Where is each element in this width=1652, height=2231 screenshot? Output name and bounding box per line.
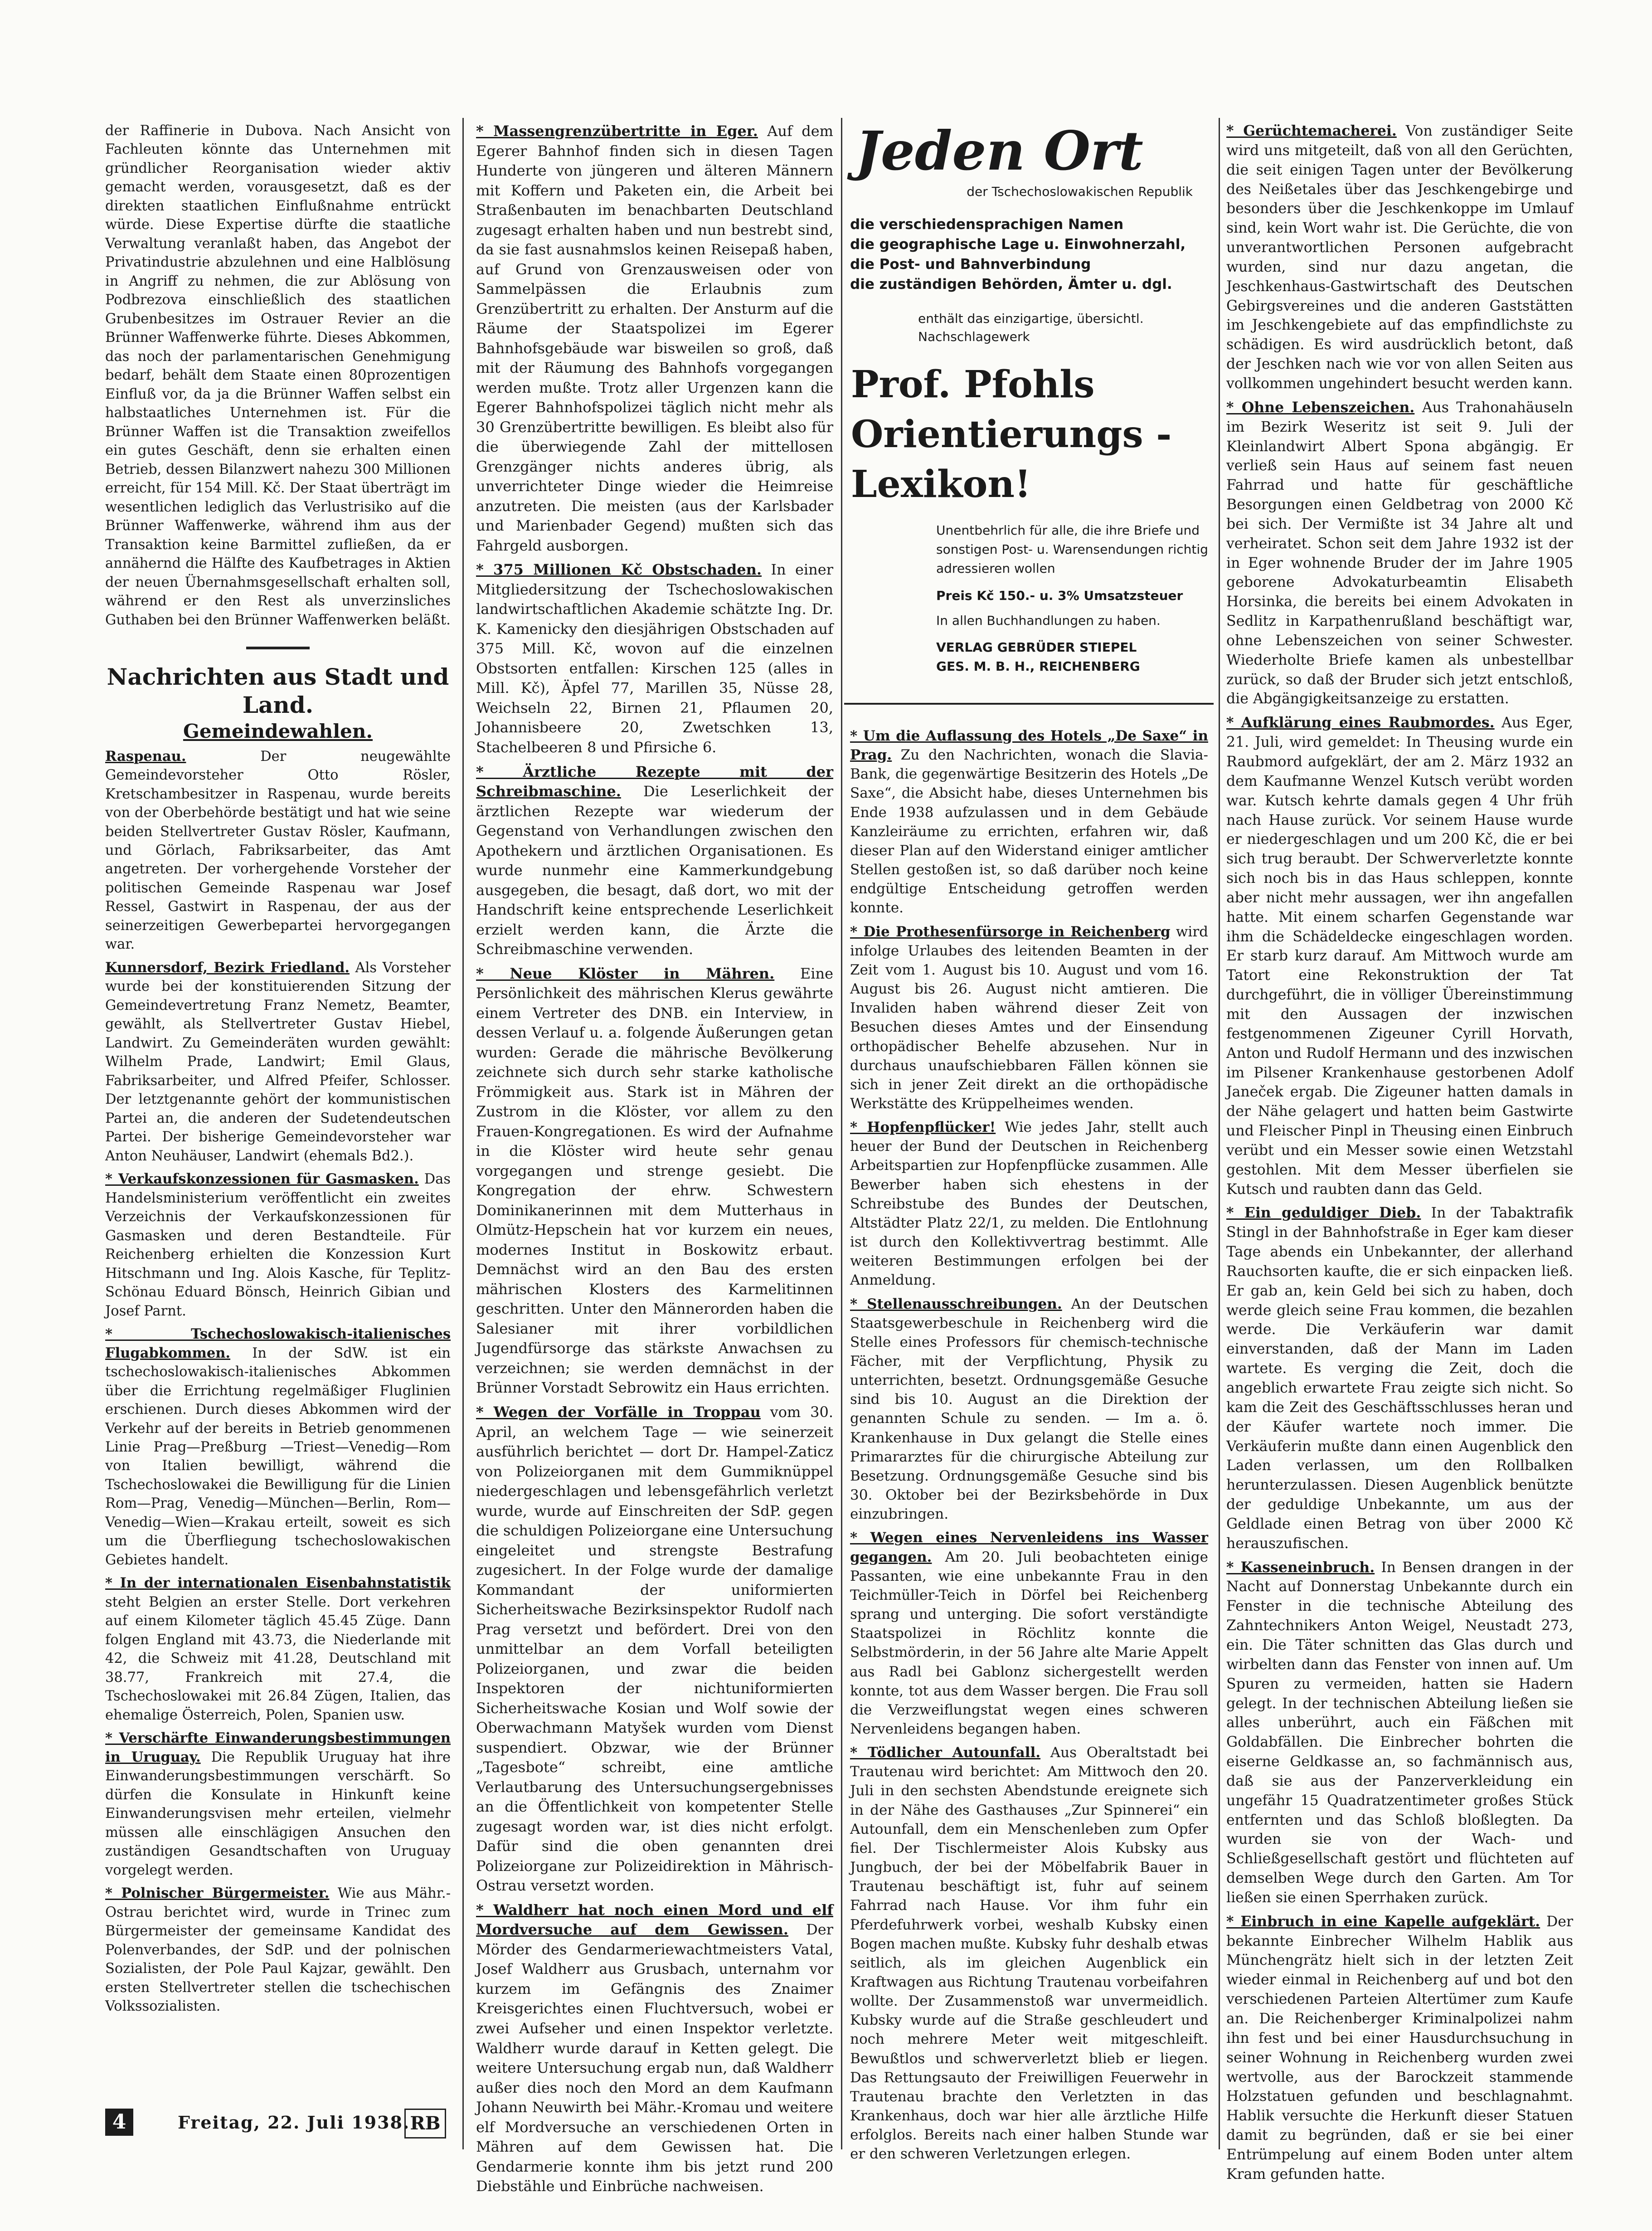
ad-feature-item: die Post- und Bahnverbindung — [850, 256, 1091, 273]
article-headline: * Ohne Lebenszeichen. — [1226, 399, 1415, 416]
article-body: wird infolge Urlaubes des leitenden Beamten in der Zeit vom 1. August bis 10. August und vom 16. August bis 26. August nicht amtieren. Die Invaliden haben während dieser Zeit von Besuchen dieses Amtes und der Einsendung orthopädischer Behelfe abzusehen. Nur in durchaus unaufschiebbaren Fällen können sie sich in jener Zeit direkt an die orthopädische Werkstätte des Krüppelheimes wenden. — [850, 923, 1209, 1112]
article-body: In der SdW. ist ein tschechoslowakisch-italienisches Abkommen über die Errichtung regelmäßiger Fluglinien erschienen. Durch dieses Abkommen wird der Verkehr auf der bereits in Betrieb genommenen Linie Prag—Preßburg —Triest—Venedig—Rom von Italien bewilligt, während die Tschechoslowakei die Bewilligung für die Linien Rom—Prag, Venedig—München—Berlin, Rom—Venedig—Wien—Krakau erteilt, soweit es sich um die Überfliegung tschechoslowakischen Gebietes handelt. — [105, 1345, 451, 1568]
news-article — [850, 1743, 1208, 2163]
issue-date: Freitag, 22. Juli 1938. — [178, 2112, 410, 2133]
column-4 — [1226, 122, 1573, 2189]
news-article — [1226, 122, 1573, 394]
article-headline: * Ein geduldiger Dieb. — [1226, 1204, 1421, 1222]
article-body: Zu den Nachrichten, wonach die Slavia-Bank, die gegenwärtige Besitzerin des Hotels „De Saxe“, die Absicht habe, dieses Unternehmen bis Ende 1938 aufzulassen und in dem Gebäude Kanzleiräume zu errichten, erfahren wir, daß dieser Plan auf den Widerstand einiger amtlicher Stellen gestoßen ist, so daß darüber noch keine endgültige Entscheidung getroffen werden konnte. — [850, 747, 1208, 916]
news-article — [105, 1729, 451, 1880]
publisher-mark: RB — [404, 2109, 446, 2138]
ad-bottom-rule — [844, 703, 1214, 709]
article-body: In einer Mitgliedersitzung der Tschechoslowakischen landwirtschaftlichen Akademie schätzte Ing. Dr. K. Kamenicky den diesjährigen Obstschaden auf 375 Mill. Kč, wovon auf die einzelnen Obstsorten entfallen: Kirschen 125 (alles in Mill. Kč), Äpfel 77, Marillen 35, Nüsse 28, Weichseln 22, Birnen 21, Pflaumen 20, Johannisbeere 20, Zwetschken 13, Stachelbeeren 8 und Pfirsiche 6. — [476, 561, 833, 756]
article-body: Die Republik Uruguay hat ihre Einwanderungsbestimmungen verschärft. So dürfen die Konsulate in Hinkunft keine Einwanderungsvisen mehr erteilen, vielmehr müssen alle einschlägigen Ansuchen den zuständigen Gesandtschaften von Uruguay vorgelegt werden. — [105, 1749, 451, 1878]
article-headline: * Tödlicher Autounfall. — [850, 1744, 1041, 1761]
article-body: vom 30. April, an welchem Tage — wie seinerzeit ausführlich berichtet — dort Dr. Hampel-Zaticz von Polizeiorganen mit dem Gummiknüppel niedergeschlagen und lebensgefährlich verletzt wurde, wurde auf Einschreiten der SdP. gegen die schuldigen Polizeiorgane eine Untersuchung eingeleitet und strengste Bestrafung zugesichert. In der Folge wurde der damalige Kommandant der uniformierten Sicherheitswache Bezirksinspektor Rudolf nach Prag versetzt und befördert. Drei von den unmittelbar an dem Vorfall beteiligten Polizeiorganen, und zwar die beiden Inspektoren der nichtuniformierten Sicherheitswache Kosian und Wolf sowie der Oberwachmann Matyšek wurden vom Dienst suspendiert. Obzwar, wie der Brünner „Tagesbote“ schreibt, eine amtliche Verlautbarung des Untersuchungsergebnisses an die Öffentlichkeit von kompetenter Stelle zugesagt worden war, ist dies nicht erfolgt. Dafür sind die oben genannten drei Polizeiorgane zur Polizeidirektion in Mährisch-Ostrau versetzt worden. — [476, 1403, 834, 1895]
article-body: Der neugewählte Gemeindevorsteher Otto Rösler, Kretschambesitzer in Raspenau, wurde bereits von der Oberbehörde bestätigt und hat wie seine beiden Stellvertreter Gustav Rösler, Kaufmann, und Görlach, Fabriksarbeiter, das Amt angetreten. Der vorhergehende Vorsteher der politischen Gemeinde Raspenau war Josef Ressel, Gastwirt in Raspenau, der aus der seinerzeitigen Gewerbepartei hervorgegangen war. — [105, 748, 451, 953]
article-body: Aus Oberaltstadt bei Trautenau wird berichtet: Am Mittwoch den 20. Juli in den sechsten Abendstunde ereignete sich in der Nähe des Gasthauses „Zur Spinnerei“ ein Autounfall, dem ein Menschenleben zum Opfer fiel. Der Tischlermeister Alois Kubsky aus Jungbuch, der bei der Möbelfabrik Bauer in Trautenau beschäftigt ist, fuhr auf seinem Fahrrad nach Hause. Vor ihm fuhr ein Pferdefuhrwerk vorbei, weshalb Kubsky einen Bogen machen mußte. Kubsky fuhr deshalb etwas seitlich, als im gleichen Augenblick ein Kraftwagen aus Richtung Trautenau vorbeifahren wollte. Der Zusammenstoß war unvermeidlich. Kubsky wurde auf die Straße geschleudert und noch mehrere Meter weit mitgeschleift. Bewußtlos und schwerverletzt blieb er liegen. Das Rettungsauto der Freiwilligen Feuerwehr in Trautenau brachte den Verletzten in das Krankenhaus, doch war hier alle ärztliche Hilfe erfolglos. Bereits nach einer halben Stunde war er den schweren Verletzungen erlegen. — [850, 1744, 1209, 2163]
news-article — [105, 1884, 451, 2016]
news-article — [1226, 398, 1573, 709]
column-rule-2 — [841, 118, 842, 2149]
article-headline: * Ärztliche Rezepte mit der Schreibmaschine. — [476, 763, 833, 800]
news-article — [105, 1170, 451, 1320]
article-headline: * Einbruch in eine Kapelle aufgeklärt. — [1226, 1913, 1540, 1930]
news-article — [105, 959, 451, 1165]
article-headline: * Aufklärung eines Raubmordes. — [1226, 714, 1495, 731]
ad-note: enthält das einzigartige, übersichtl. Nachschlagewerk — [918, 311, 1144, 344]
article-headline: * Verkaufskonzessionen für Gasmasken. — [105, 1171, 419, 1188]
news-article — [476, 964, 833, 1398]
article-headline: * In der internationalen Eisenbahnstatistik — [105, 1575, 451, 1592]
ad-publisher — [936, 638, 1208, 676]
ad-feature-item: die geographische Lage u. Einwohnerzahl, — [850, 236, 1186, 253]
article-headline: * Tschechoslowakisch-italienisches Flugabkommen. — [105, 1326, 451, 1361]
article-headline: * Massengrenzübertritte in Eger. — [476, 122, 758, 140]
article-body: Als Vorsteher wurde bei der konstituierenden Sitzung der Gemeindevertretung Franz Nemetz, Beamter, gewählt, als Stellvertreter Gustav Hiebel, Landwirt. Zu Gemeinderäten wurden gewählt: Wilhelm Prade, Landwirt; Emil Glaus, Fabriksarbeiter, und Alfred Pfeifer, Schlosser. Der letztgenannte gehört der kommunistischen Partei an, die anderen der Sudetendeutschen Partei. Der bisherige Gemeindevorsteher war Anton Neuhäuser, Landwirt (ehemals Bd2.). — [105, 960, 451, 1164]
column-rule-3 — [1219, 118, 1220, 2149]
ad-title-line-1: Prof. Pfohls — [851, 363, 1095, 406]
article-body: In der Tabaktrafik Stingl in der Bahnhofstraße in Eger kam dieser Tage abends ein Unbekannter, der allerhand Rauchsorten kaufte, die er sich einpacken ließ. Er gab an, kein Geld bei sich zu haben, doch werde gleich seine Frau kommen, die bezahlen werde. Die Verkäuferin war damit einverstanden, daß der Mann im Laden wartete. Es verging die Zeit, doch die angeblich erwartete Frau zeigte sich nicht. So kam die Zeit des Geschäftsschlusses heran und der Käufer wartete noch immer. Die Verkäuferin mußte dann einen Augenblick den Laden verlassen, um den Rollbalken herunterzulassen. Diesen Augenblick benützte der geduldige Unbekannte, um aus der Geldlade einen Betrag von über 2000 Kč herauszufischen. — [1226, 1205, 1574, 1552]
column-3 — [850, 726, 1208, 2168]
ad-price: Preis Kč 150.- u. 3% Umsatzsteuer — [936, 588, 1183, 603]
article-body: Das Handelsministerium veröffentlicht ein zweites Verzeichnis der Verkaufskonzessionen für Gasmasken und deren Bestandteile. Für Reichenberg erhielten die Konzession Kurt Hitschmann und Ing. Alois Kasche, für Teplitz-Schönau Eduard Bönsch, Heinrich Gibian und Josef Parnt. — [105, 1171, 451, 1319]
article-headline: Raspenau. — [105, 748, 186, 765]
article-body: Eine Persönlichkeit des mährischen Klerus gewährte einem Vertreter des DNB. ein Interview, in dessen Verlauf u. a. folgende Äußerungen getan wurden: Gerade die mährische Bevölkerung zeichnete sich durch sehr starke katholische Frömmigkeit aus. Stark ist in Mähren der Zustrom in die Klöster, vor allem zu den Frauen-Kongregationen. Es wird der Aufnahme in die Klöster wird heute sehr genau vorgegangen und strenge gesiebt. Die Kongregation der ehrw. Schwestern Dominikanerinnen mit dem Mutterhaus in Olmütz-Hepschein hat vor kurzem ein neues, modernes Institut in Boskowitz erbaut. Demnächst wird an den Bau des ersten mährischen Klosters des Karmelitinnen geschritten. Unter den Männerorden haben die Salesianer mit ihrer vorbildlichen Jugendfürsorge das stärkste Anwachsen zu verzeichnen; sie werden demnächst in der Brünner Vorstadt Sebrowitz ein Haus errichten. — [476, 964, 834, 1397]
sub-heading: Gemeindewahlen. — [183, 720, 373, 743]
article-headline: * Wegen eines Nervenleidens ins Wasser gegangen. — [850, 1530, 1208, 1565]
ad-availability: In allen Buchhandlungen zu haben. — [936, 613, 1161, 628]
article-body: Wie aus Mähr.-Ostrau berichtet wird, wurde in Trinec zum Bürgermeister der gemeinsame Kandidat des Polenverbandes, der SdP. und der polnischen Sozialisten, der Pole Paul Kajzar, gewählt. Den ersten Stellvertreter stellen die tschechischen Volkssozialisten. — [105, 1885, 451, 2015]
news-article — [850, 1528, 1208, 1739]
article-headline: * Um die Auflassung des Hotels „De Saxe“ in Prag. — [850, 728, 1208, 764]
news-article — [850, 726, 1208, 918]
article-headline: * Waldherr hat noch einen Mord und elf Mordversuche auf dem Gewissen. — [476, 1901, 833, 1939]
article-headline: * Verschärfte Einwanderungsbestimmungen in Uruguay. — [105, 1730, 451, 1765]
ad-body: Unentbehrlich für alle, die ihre Briefe und sonstigen Post- u. Warensendungen richtig adressieren wollen — [936, 523, 1208, 576]
ad-publisher-line-1: VERLAG GEBRÜDER STIEPEL — [936, 640, 1137, 655]
news-article — [476, 762, 833, 960]
page-footer — [105, 2109, 450, 2136]
article-body: Auf dem Egerer Bahnhof finden sich in diesen Tagen Hunderte von jüngeren und älteren Männern mit Koffern und Paketen ein, die Arbeit bei Straßenbauten im benachbarten Deutschland zugesagt erhalten haben und nun bestrebt sind, da sie fast ausnahmslos keinen Reisepaß haben, auf Grund von Grenzausweisen oder von Sammelpässen die Erlaubnis zum Grenzübertritt zu erhalten. Der Ansturm auf die Räume der Staatspolizei im Egerer Bahnhofsgebäude war bisweilen so groß, daß mit der Räumung des Bahnhofs vorgegangen werden mußte. Trotz aller Urgenzen kann die Egerer Bahnhofspolizei täglich nicht mehr als 30 Grenzübertritte bewilligen. Es bleibt also für die überwiegende Zahl der mittellosen Grenzgänger nichts anderes übrig, als unverrichteter Dinge wieder die Heimreise anzutreten. Die meisten (aus der Karlsbader und Marienbader Gegend) mußten sich das Fahrgeld ausborgen. — [476, 122, 834, 554]
news-article — [476, 560, 833, 757]
article-body: In Bensen drangen in der Nacht auf Donnerstag Unbekannte durch ein Fenster in die technische Abteilung des Zahntechnikers Anton Weigel, Neustadt 273, ein. Die Täter schnitten das Glas durch und wirbelten dann das Fenster von innen auf. Um Spuren zu vermeiden, hatten sie Hadern gelegt. In der technischen Abteilung ließen sie alles unberührt, auch ein Fäßchen mit Goldabfällen. Die Einbrecher bohrten die eiserne Geldkasse an, so fachmännisch aus, daß sie aus der Panzerverkleidung ein ungefähr 15 Quadratzentimeter großes Stück entfernten und das Schloß bloßlegten. Da wurden sie von der Wach- und Schließgesellschaft gestört und flüchteten auf demselben Wege durch den Garten. Am Tor ließen sie einen Sperrhaken zurück. — [1226, 1559, 1573, 1906]
article-body: Aus Trahonahäuseln im Bezirk Weseritz ist seit 9. Juli der Kleinlandwirt Albert Spona abgängig. Er verließ sein Haus auf seinem fast neuen Fahrrad und hatte für geschäftliche Besorgungen einen Geldbetrag von 2000 Kč bei sich. Der Vermißte ist 34 Jahre alt und verheiratet. Schon seit dem Jahre 1932 ist der in Eger wohnende Bruder der im Jahre 1905 geborene Advokaturbeamtin Elisabeth Horsinka, die bereits bei einem Advokaten in Sedlitz in Karpathenrußland beschäftigt war, ohne Lebenszeichen von seiner Schwester. Wiederholte Briefe kamen als unbestellbar zurück, so daß der Bruder sich jetzt entschloß, die Abgängigkeitsanzeige zu erstatten. — [1226, 399, 1573, 707]
article-headline: Kunnersdorf, Bezirk Friedland. — [105, 959, 350, 976]
column-2 — [476, 122, 833, 2201]
ad-title-line-2: Orientierungs - Lexikon! — [851, 413, 1172, 506]
news-article — [105, 747, 451, 954]
article-body: Wie jedes Jahr, stellt auch heuer der Bund der Deutschen in Reichenberg Arbeitspartien zur Hopfenpflücke zusammen. Alle Bewerber haben sich ehestens in der Schreibstube des Bundes der Deutschen, Altstädter Platz 22/1, zu melden. Die Entlohnung ist durch den Kollektivvertrag bestimmt. Alle weiteren Bestimmungen erfolgen bei der Anmeldung. — [850, 1119, 1209, 1289]
ad-subtitle: der Tschechoslowakischen Republik — [967, 184, 1193, 199]
article-headline: * 375 Millionen Kč Obstschaden. — [476, 561, 762, 579]
news-article — [1226, 1558, 1573, 1908]
article-headline: * Wegen der Vorfälle in Troppau — [476, 1403, 761, 1421]
advertisement — [850, 119, 1208, 711]
news-article — [850, 922, 1208, 1114]
ad-feature-item: die zuständigen Behörden, Ämter u. dgl. — [850, 276, 1172, 292]
article-headline: * Kasseneinbruch. — [1226, 1559, 1375, 1576]
article-body: Am 20. Juli beobachteten einige Passanten, wie eine unbekannte Frau in den Teichmüller-Teich in Dörfel bei Reichenberg sprang und unterging. Die sofort verständigte Staatspolizei in Röchlitz konnte die Selbstmörderin, in der 56 Jahre alte Marie Appelt aus Radl bei Gablonz sichergestellt werden konnte, tot aus dem Wasser bergen. Die Frau soll die Verzweiflungstat wegen eines schweren Nervenleidens begangen haben. — [850, 1549, 1208, 1737]
ad-publisher-line-2: GES. M. B. H., REICHENBERG — [936, 659, 1140, 674]
article-headline: * Gerüchtemacherei. — [1226, 122, 1397, 139]
news-article — [105, 1325, 451, 1569]
news-article — [105, 122, 451, 629]
ad-feature-list — [850, 214, 1208, 294]
article-headline: * Stellenausschreibungen. — [850, 1296, 1062, 1312]
section-separator — [246, 647, 310, 649]
column-rule-1 — [462, 118, 464, 2149]
article-headline: * Die Prothesenfürsorge in Reichenberg — [850, 923, 1171, 940]
news-article — [476, 1403, 833, 1896]
column-1 — [105, 122, 451, 2021]
article-body: Der Mörder des Gendarmeriewachtmeisters Vatal, Josef Waldherr aus Grusbach, unternahm vor kurzem im Gefängnis des Znaimer Kreisgerichtes einen Fluchtversuch, wobei er zwei Aufseher und einen Inspektor verletzte. Waldherr wurde darauf in Ketten gelegt. Die weitere Untersuchung ergab nun, daß Waldherr außer dies noch den Mord an dem Kaufmann Johann Neuwirth bei Mähr.-Kromau und weitere elf Mordversuche an verschiedenen Orten in Mähren auf dem Gewissen hat. Die Gendarmerie konnte ihm bis jetzt rund 200 Diebstähle und Einbrüche nachweisen. — [476, 1921, 834, 2195]
ad-logo: Jeden Ort — [855, 119, 1143, 182]
news-article — [1226, 1912, 1573, 2184]
news-article — [850, 1118, 1208, 1290]
article-body: An der Deutschen Staatsgewerbeschule in Reichenberg wird die Stelle eines Professors für chemisch-technische Fächer, mit der Verpflichtung, Physik zu unterrichten, besetzt. Ordnungsgemäße Gesuche sind bis 10. August an die Direktion der genannten Schule zu senden. — Im a. ö. Krankenhause in Dux gelangt die Stelle eines Primararztes für die chirurgische Abteilung zur Besetzung. Ordnungsgemäße Gesuche sind bis 30. Oktober bei der Bezirksbehörde in Dux einzubringen. — [850, 1296, 1208, 1523]
article-headline: * Neue Klöster in Mähren. — [476, 964, 775, 982]
news-article — [1226, 1203, 1573, 1553]
article-headline: * Polnischer Bürgermeister. — [105, 1885, 330, 1902]
article-body: der Raffinerie in Dubova. Nach Ansicht von Fachleuten könnte das Unternehmen mit gründlicher Reorganisation wieder aktiv gemacht werden, vorausgesetzt, daß es der direkten staatlichen Einflußnahme entrückt würde. Diese Expertise dürfte die staatliche Verwaltung veranlaßt haben, das Angebot der Privatindustrie abzulehnen und eine Halblösung in Angriff zu nehmen, die zur Ablösung von Podbrezova einschließlich des staatlichen Grubenbesitzes im Ostrauer Revier an die Brünner Waffenwerke führte. Dieses Abkommen, das noch der parlamentarischen Genehmigung bedarf, behält dem Staate einen 80prozentigen Einfluß vor, da ja die Brünner Waffen selbst ein halbstaatliches Unternehmen ist. Für die Brünner Waffen ist die Transaktion zweifellos ein gutes Geschäft, denn sie erhalten einen Betrieb, dessen Bilanzwert nahezu 300 Millionen erreicht, für 154 Mill. Kč. Der Staat überträgt im wesentlichen lediglich das Verlustrisiko auf die Brünner Waffenwerke, während ihm aus der Transaktion keine Barmittel zufließen, da er annähernd die Hälfte des Kaufbetrages in Aktien der neuen Übernahmsgesellschaft erhalten soll, während er den Rest als unverzinsliches Guthaben bei den Brünner Waffenwerken beläßt. — [105, 123, 451, 628]
article-body: Der bekannte Einbrecher Wilhelm Hablik aus Münchengrätz hielt sich in der letzten Zeit wieder einmal in Reichenberg auf und bot den verschiedenen Parteien Altertümer zum Kaufe an. Die Reichenberger Kriminalpolizei nahm ihn fest und bei einer Hausdurchsuchung in seiner Wohnung in Reichenberg wurden zwei wertvolle, aus der Barockzeit stammende Holzstatuen gefunden und beschlagnahmt. Hablik versuchte die Herkunft dieser Statuen damit zu begründen, daß er sie bei einer Entrümpelung auf einem Boden unter altem Kram gefunden hatte. — [1226, 1913, 1573, 2182]
article-body: Die Leserlichkeit der ärztlichen Rezepte war wiederum der Gegenstand von Verhandlungen zwischen den Apothekern und ärztlichen Organisationen. Es wurde nunmehr eine Kammerkundgebung ausgegeben, die besagt, daß dort, wo mit der Handschrift keine entsprechende Leserlichkeit erzielt werden kann, die Ärzte die Schreibmaschine verwenden. — [476, 783, 833, 958]
news-article — [850, 1295, 1208, 1524]
news-article — [1226, 713, 1573, 1199]
article-body: steht Belgien an erster Stelle. Dort verkehren auf einem Kilometer täglich 45.45 Züge. Dann folgen England mit 43.73, die Niederlande mit 42, die Schweiz mit 41.28, Deutschland mit 38.77, Frankreich mit 27.4, die Tschechoslowakei mit 26.84 Zügen, Italien, das ehemalige Österreich, Polen, Spanien usw. — [105, 1594, 451, 1723]
section-heading: Nachrichten aus Stadt und Land. — [107, 663, 449, 719]
article-headline: * Hopfenpflücker! — [850, 1119, 996, 1136]
article-body: Aus Eger, 21. Juli, wird gemeldet: In Theusing wurde ein Raubmord aufgeklärt, der am 2. März 1932 an dem Kaufmanne Wenzel Kutsch verübt worden war. Kutsch kehrte damals gegen 4 Uhr früh nach Hause zurück. Vor seinem Hause wurde er niedergeschlagen und um 200 Kč, die er bei sich trug beraubt. Der Schwerverletzte konnte sich noch bis in das Haus schleppen, konnte aber nicht mehr aussagen, wer ihn angefallen hatte. Mit einem scharfen Gegenstande war ihm die Schädeldecke eingeschlagen worden. Er starb kurz darauf. Am Mittwoch wurde am Tatort eine Rekonstruktion der Tat durchgeführt, die in völliger Übereinstimmung mit den Aussagen der inzwischen festgenommenen Zigeuner Cyrill Horvath, Anton und Rudolf Hermann und des inzwischen im Pilsener Krankenhause gestorbenen Adolf Janeček ergab. Die Zigeuner hatten damals in der Nähe gelagert und hatten beim Gastwirte und Fleischer Pinpl in Theusing einen Einbruch verübt und ein Messer sowie einen Wetzstahl gestohlen. Mit dem Messer überfielen sie Kutsch und raubten dann das Geld. — [1226, 715, 1573, 1198]
page-number: 4 — [105, 2109, 133, 2136]
news-article — [105, 1574, 451, 1724]
ad-feature-item: die verschiedensprachigen Namen — [850, 216, 1124, 233]
news-article — [476, 1900, 833, 2197]
news-article — [476, 122, 833, 555]
article-body: Von zuständiger Seite wird uns mitgeteilt, daß von all den Gerüchten, die seit einigen Tagen unter der Bevölkerung des Neißetales über das Jeschkengebirge und besonders über die Jeschkenkoppe im Umlauf sind, kein Wort wahr ist. Die Gerüchte, die von unverantwortlichen Personen aufgebracht wurden, sind nur dazu angetan, die Jeschkenhaus-Gastwirtschaft des Deutschen Gebirgsvereines und die anderen Gaststätten im Jeschkengebiete auf das empfindlichste zu schädigen. Es wird ausdrücklich betont, daß der Jeschken nach wie vor von allen Seiten aus vollkommen ungehindert besucht werden kann. — [1226, 123, 1573, 392]
